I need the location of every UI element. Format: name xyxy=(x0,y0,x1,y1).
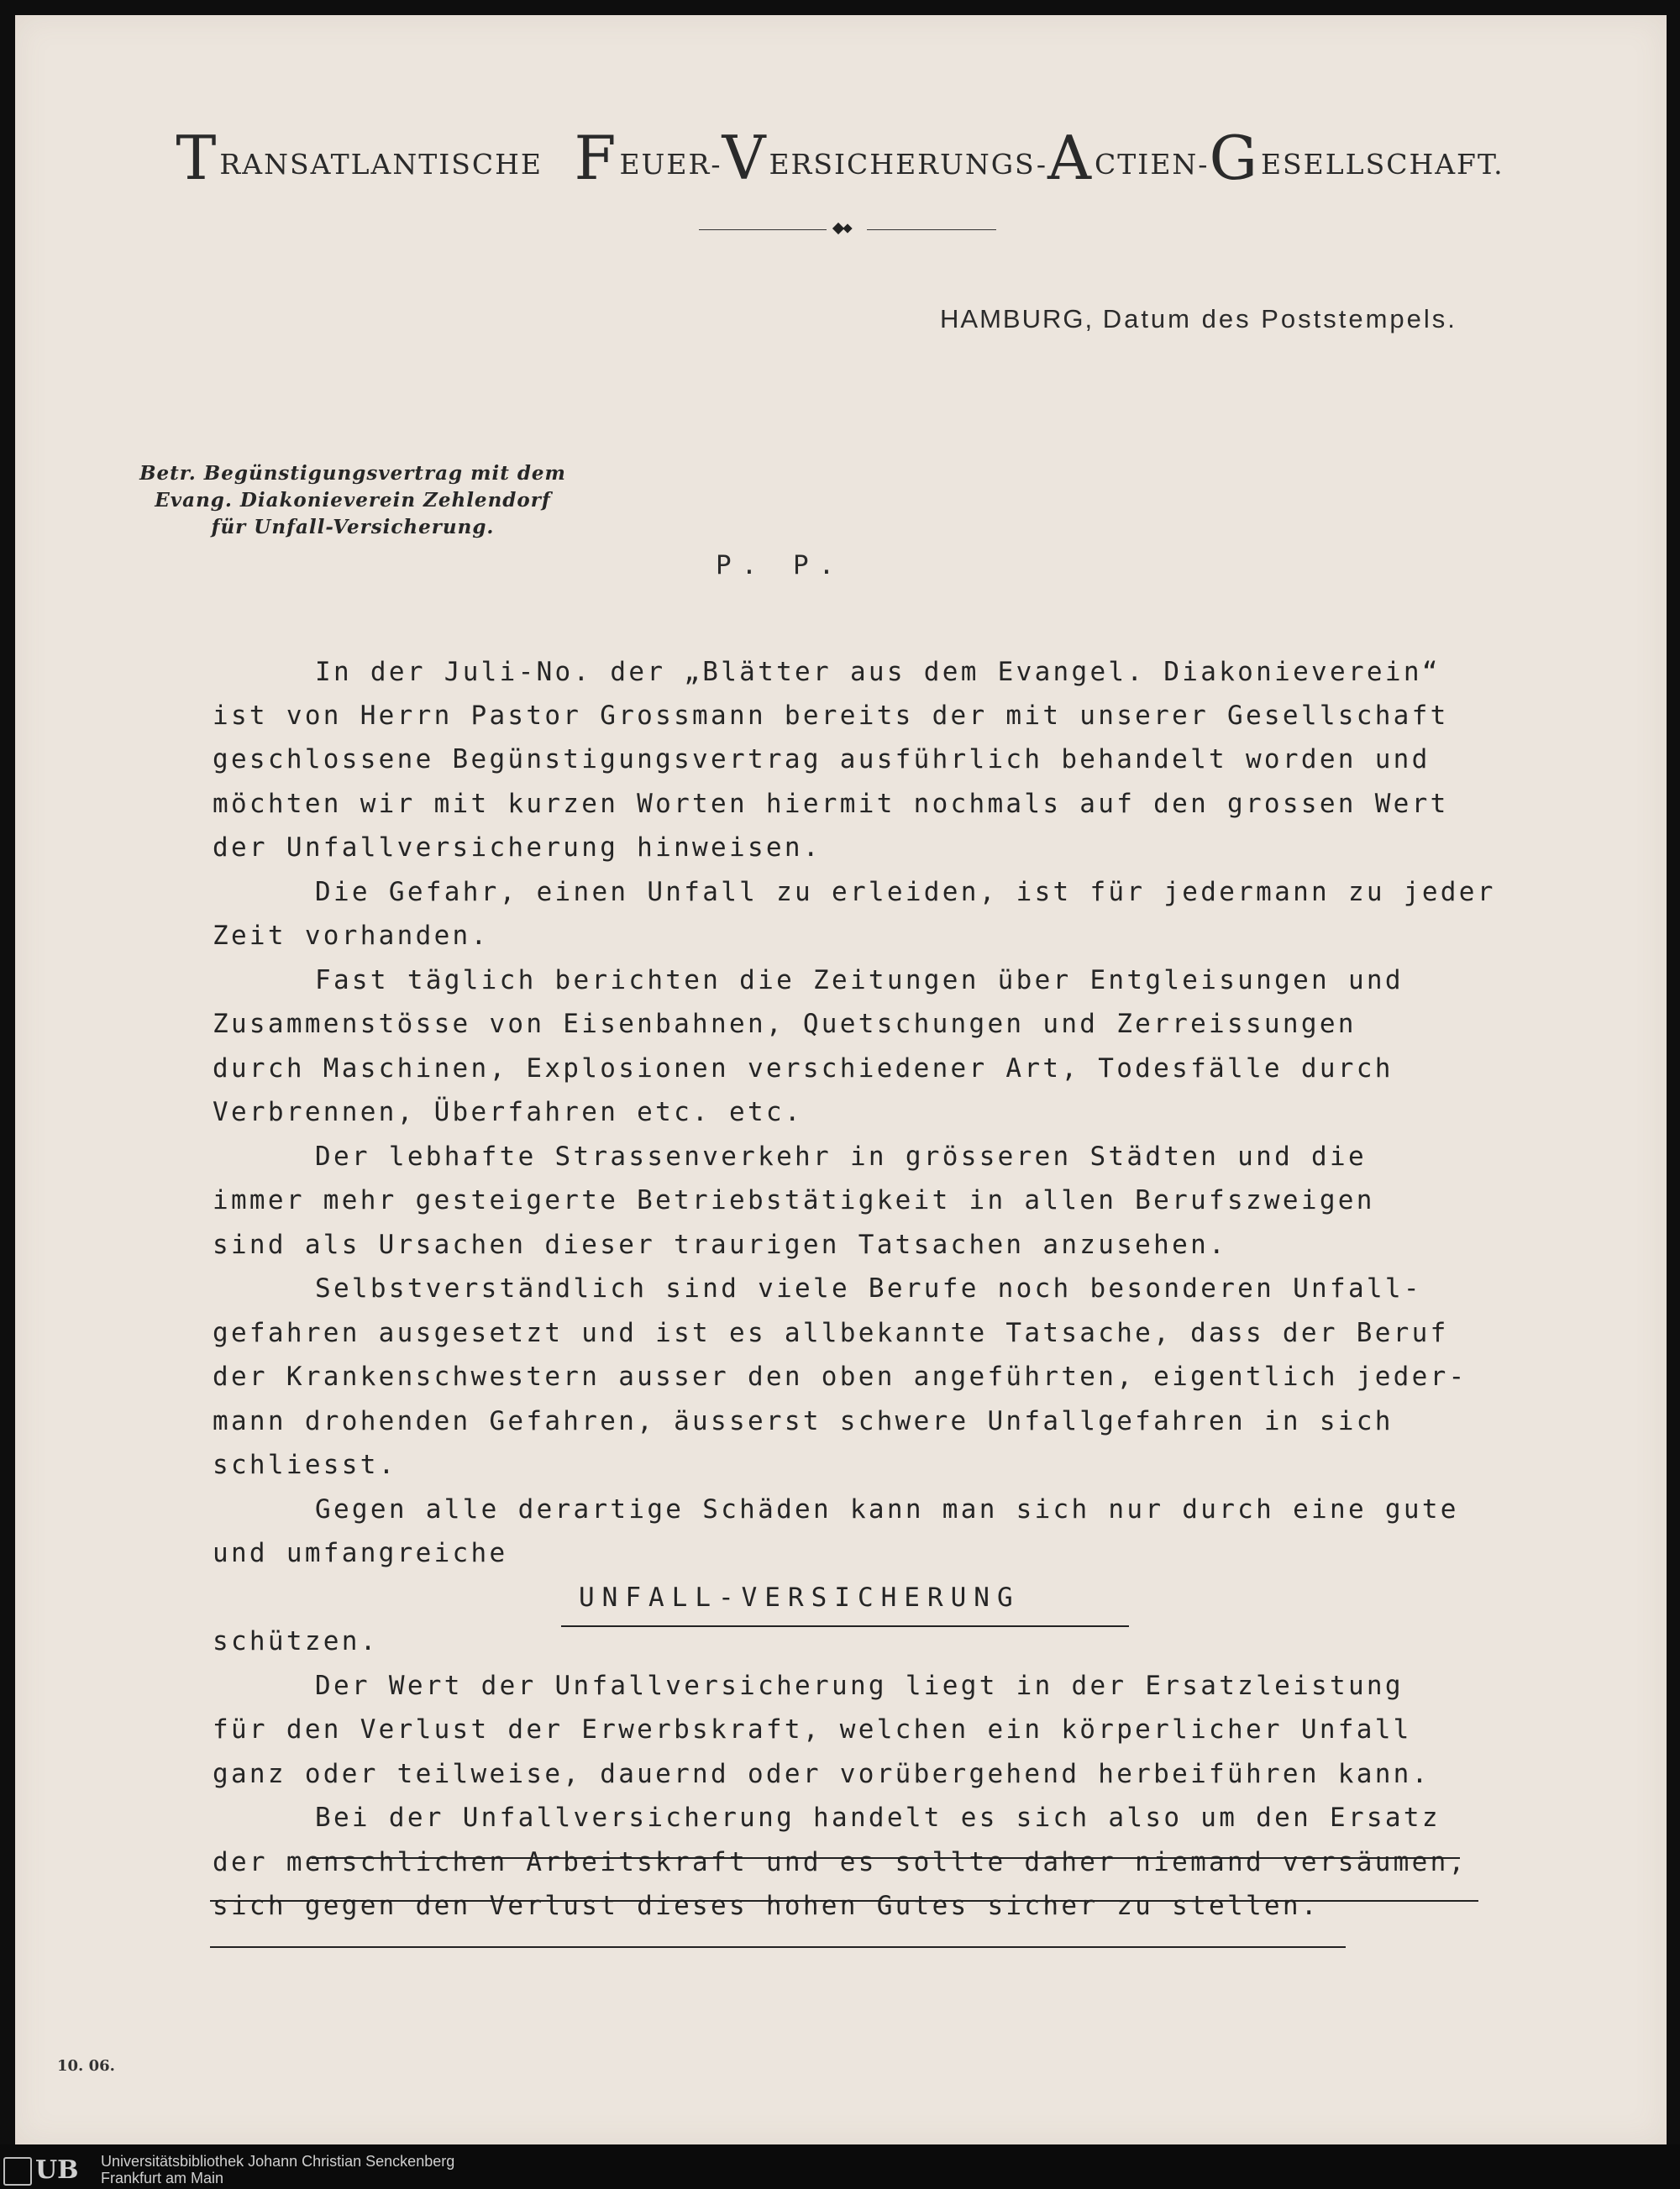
letterhead-initial: G xyxy=(1209,123,1259,193)
body-line: gefahren ausgesetzt und ist es allbekannte Tatsache, dass der Beruf xyxy=(213,1318,1449,1348)
library-name: Universitätsbibliothek Johann Christian Senckenberg xyxy=(101,2153,455,2170)
body-line: schützen. xyxy=(213,1626,379,1656)
body-line: immer mehr gesteigerte Betriebstätigkeit in allen Berufszweigen xyxy=(213,1185,1375,1215)
library-seal-icon xyxy=(3,2157,32,2186)
body-line: schliesst. xyxy=(213,1450,397,1480)
logo-text: UB xyxy=(35,2155,79,2185)
date-text: Datum des Poststempels. xyxy=(1102,304,1457,333)
body-line: Die Gefahr, einen Unfall zu erleiden, ist für jedermann zu jeder xyxy=(315,877,1496,907)
body-line: mann drohenden Gefahren, äusserst schwere Unfallgefahren in sich xyxy=(213,1406,1394,1436)
library-credit xyxy=(101,2153,454,2186)
section-heading: UNFALL-VERSICHERUNG xyxy=(579,1583,1021,1613)
letterhead-initial: A xyxy=(1047,123,1094,193)
body-line: sich gegen den Verlust dieses hohen Gutes sicher zu stellen. xyxy=(213,1891,1320,1921)
body-line: Fast täglich berichten die Zeitungen über Entgleisungen und xyxy=(315,965,1404,995)
emphasis-underline xyxy=(312,1857,1460,1859)
city-name: HAMBURG xyxy=(940,304,1085,333)
letterhead-initial: V xyxy=(722,123,768,193)
body-line: der menschlichen Arbeitskraft und es sollte daher niemand versäumen, xyxy=(213,1847,1467,1877)
letterhead-word: ERSICHERUNGS xyxy=(769,148,1037,181)
body-line: der Krankenschwestern ausser den oben angeführten, eigentlich jeder- xyxy=(213,1362,1467,1392)
letterhead-word: RANSATLANTISCHE xyxy=(219,148,543,181)
emphasis-underline xyxy=(210,1946,1346,1948)
body-line: der Unfallversicherung hinweisen. xyxy=(213,832,822,863)
ornament-rule-right xyxy=(867,229,996,230)
body-line: Gegen alle derartige Schäden kann man sich nur durch eine gute xyxy=(315,1494,1459,1525)
letterhead-initial: F xyxy=(574,123,618,193)
library-city: Frankfurt am Main xyxy=(101,2170,224,2186)
body-line: und umfangreiche xyxy=(213,1538,508,1568)
body-line: geschlossene Begünstigungsvertrag ausführlich behandelt worden und xyxy=(213,744,1431,774)
body-line: möchten wir mit kurzen Worten hiermit nochmals auf den grossen Wert xyxy=(213,789,1449,819)
salutation: P. P. xyxy=(716,550,845,580)
ornament-rule-left xyxy=(699,229,827,230)
subject-line: für Unfall-Versicherung. xyxy=(211,516,495,538)
letterhead-initial: T xyxy=(176,123,218,193)
body-line: Zeit vorhanden. xyxy=(213,921,490,951)
body-line: sind als Ursachen dieser traurigen Tatsachen anzusehen. xyxy=(213,1230,1227,1260)
body-line: für den Verlust der Erwerbskraft, welchen ein körperlicher Unfall xyxy=(213,1714,1412,1745)
body-line: ist von Herrn Pastor Grossmann bereits der mit unserer Gesellschaft xyxy=(213,701,1449,731)
letterhead-word: CTIEN xyxy=(1095,148,1199,181)
library-logo xyxy=(3,2155,96,2186)
heading-underline xyxy=(561,1625,1129,1627)
subject-block xyxy=(109,460,596,541)
subject-line: Evang. Diakonieverein Zehlendorf xyxy=(155,489,551,512)
print-code: 10. 06. xyxy=(57,2057,115,2075)
place-and-date: HAMBURG, Datum des Poststempels. xyxy=(940,304,1457,333)
letterhead-word: ESELLSCHAFT. xyxy=(1260,148,1504,181)
body-line: Selbstverständlich sind viele Berufe noch besonderen Unfall- xyxy=(315,1273,1422,1304)
emphasis-underline xyxy=(210,1900,1478,1902)
body-line: durch Maschinen, Explosionen verschiedener Art, Todesfälle durch xyxy=(213,1053,1394,1084)
body-line: Verbrennen, Überfahren etc. etc. xyxy=(213,1097,803,1127)
body-line: Bei der Unfallversicherung handelt es sich also um den Ersatz xyxy=(315,1803,1441,1833)
body-line: ganz oder teilweise, dauernd oder vorübergehend herbeiführen kann. xyxy=(213,1759,1431,1789)
body-line: In der Juli-No. der „Blätter aus dem Evangel. Diakonieverein“ xyxy=(315,657,1441,687)
subject-line: Betr. Begünstigungsvertrag mit dem xyxy=(139,462,566,485)
body-line: Der Wert der Unfallversicherung liegt in der Ersatzleistung xyxy=(315,1671,1404,1701)
letterhead-word: EUER xyxy=(619,148,711,181)
body-line: Der lebhafte Strassenverkehr in grösseren Städten und die xyxy=(315,1142,1367,1172)
body-line: Zusammenstösse von Eisenbahnen, Quetschungen und Zerreissungen xyxy=(213,1009,1357,1039)
letterhead: TRANSATLANTISCHE FEUER-VERSICHERUNGS-ACTIEN-GESELLSCHAFT. xyxy=(176,123,1504,193)
